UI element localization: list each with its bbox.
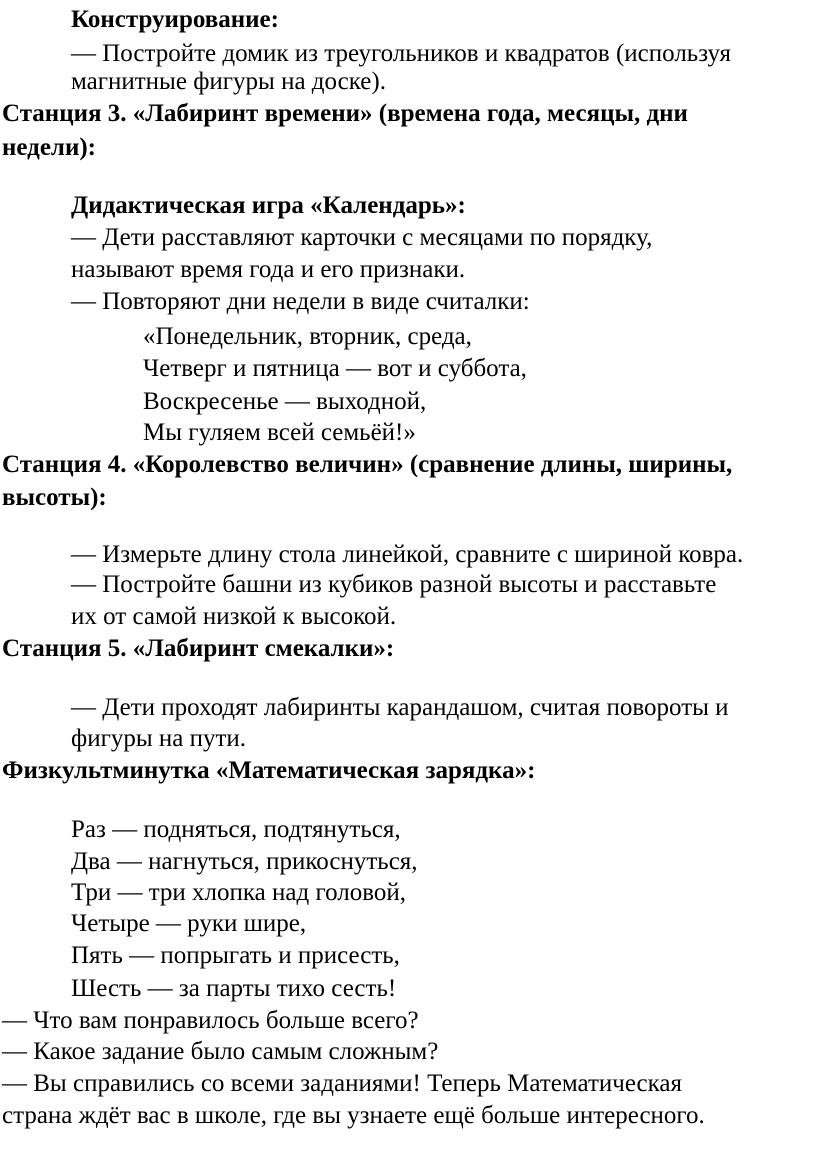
station5-heading: Станция 5. «Лабиринт смекалки»: — [2, 635, 395, 662]
station4-line: — Постройте башни из кубиков разной высоты и расставьте — [71, 571, 717, 598]
rhyme-line: Воскресенье — выходной, — [143, 388, 427, 415]
construct-line: — Постройте домик из треугольников и квадратов (используя — [71, 40, 731, 67]
station3-heading: недели): — [2, 134, 96, 161]
calendar-game-heading: Дидактическая игра «Календарь»: — [71, 192, 466, 219]
exercise-heading: Физкультминутка «Математическая зарядка»: — [2, 757, 536, 784]
construct-heading: Конструирование: — [71, 6, 279, 33]
station4-line: — Измерьте длину стола линейкой, сравните с шириной ковра. — [71, 541, 744, 568]
station4-heading: высоты): — [2, 484, 107, 511]
station4-heading: Станция 4. «Королевство величин» (сравнение длины, ширины, — [2, 451, 733, 478]
station3-heading: Станция 3. «Лабиринт времени» (времена года, месяцы, дни — [2, 100, 688, 127]
exercise-line: Три — три хлопка над головой, — [71, 879, 407, 906]
construct-line: магнитные фигуры на доске). — [71, 68, 386, 95]
rhyme-line: Мы гуляем всей семьёй!» — [143, 419, 416, 446]
reflection-line: страна ждёт вас в школе, где вы узнаете ещё больше интересного. — [2, 1102, 705, 1129]
rhyme-line: Четверг и пятница — вот и суббота, — [143, 355, 527, 382]
exercise-line: Пять — попрыгать и присесть, — [71, 942, 400, 969]
station5-line: — Дети проходят лабиринты карандашом, считая повороты и — [71, 694, 729, 721]
station3-line: — Дети расставляют карточки с месяцами по порядку, — [71, 224, 653, 251]
station3-line: называют время года и его признаки. — [71, 256, 466, 283]
exercise-line: Раз — подняться, подтянуться, — [71, 816, 401, 843]
reflection-line: — Что вам понравилось больше всего? — [2, 1007, 419, 1034]
exercise-line: Шесть — за парты тихо сесть! — [71, 975, 397, 1002]
exercise-line: Четыре — руки шире, — [71, 910, 307, 937]
reflection-line: — Какое задание было самым сложным? — [2, 1038, 439, 1065]
reflection-line: — Вы справились со всеми заданиями! Теперь Математическая — [2, 1070, 682, 1097]
station5-line: фигуры на пути. — [71, 725, 247, 752]
station4-line: их от самой низкой к высокой. — [71, 603, 397, 630]
rhyme-line: «Понедельник, вторник, среда, — [143, 323, 472, 350]
exercise-line: Два — нагнуться, прикоснуться, — [71, 848, 418, 875]
station3-line: — Повторяют дни недели в виде считалки: — [71, 288, 530, 315]
